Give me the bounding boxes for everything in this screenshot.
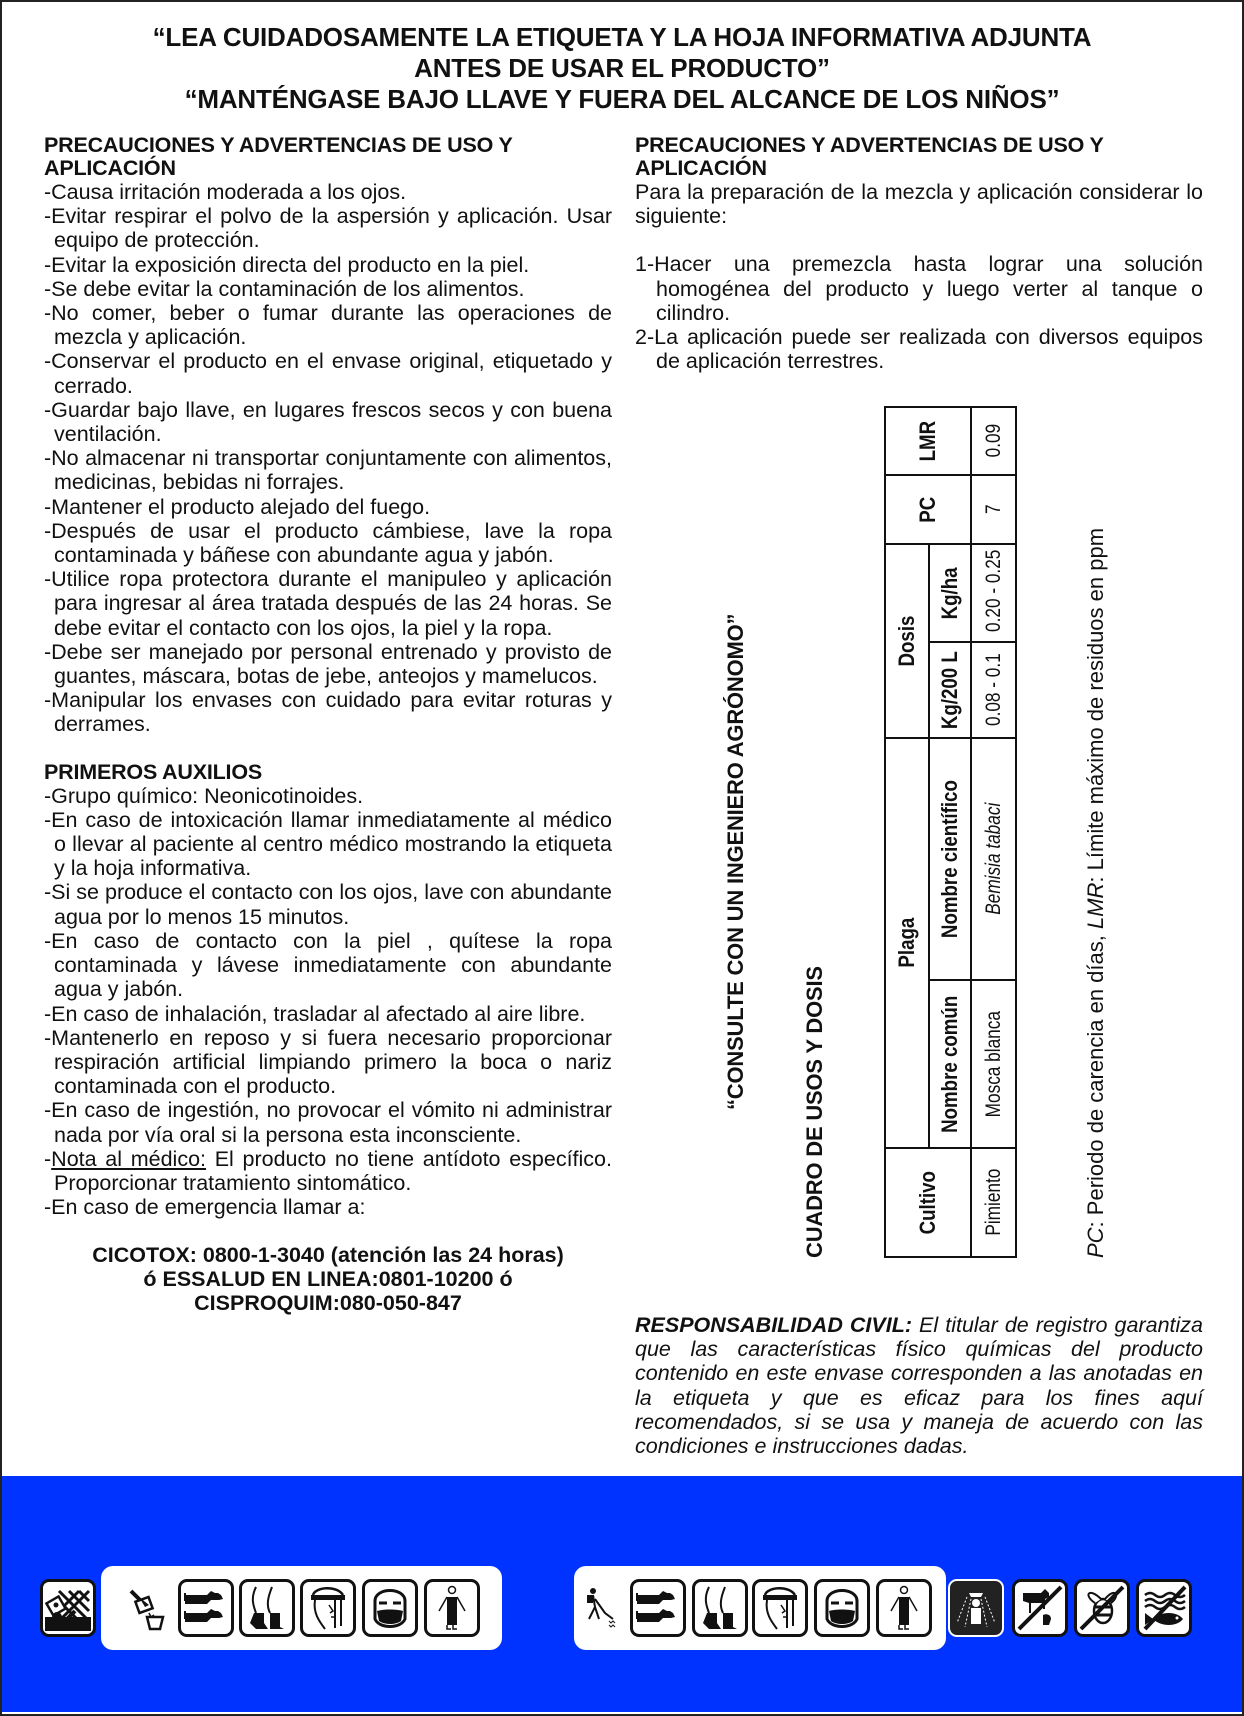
civil-label: RESPONSABILIDAD CIVIL: [635,1313,913,1337]
header-line-3: “MANTÉNGASE BAJO LLAVE Y FUERA DEL ALCANCE DE LOS NIÑOS” [184,84,1060,114]
cell-lmr: 0.09 [971,407,1016,475]
dangerous-to-bees-icon [1074,1579,1130,1637]
pictogram-band [2,1476,1242,1712]
emergency-numbers [44,1243,612,1315]
table-legend: PC: Periodo de carencia en días, LMR: Límite máximo de residuos en ppm [1083,527,1108,1258]
subheader-nombre-cientifico: Nombre científico [929,738,971,980]
emergency-line-2: ó ESSALUD EN LINEA:0801-10200 ó [143,1267,513,1292]
wash-after-use-icon [948,1579,1004,1637]
first-aid-item: -En caso de inhalación, trasladar al afectado al aire libre. [44,1001,586,1026]
precaution-item: -Mantener el producto alejado del fuego. [44,494,431,519]
header-pc: PC [885,475,971,544]
precaution-item: -Causa irritación moderada a los ojos. [44,180,407,204]
header-dosis: Dosis [885,544,929,738]
right-column [635,134,1203,373]
wear-apron-icon [424,1579,480,1637]
precaution-item: -Después de usar el producto cámbiese, lave la ropa contaminada y báñese con abundante agua y jabón. [44,518,612,568]
header-plaga: Plaga [885,738,929,1148]
subheader-nombre-comun: Nombre común [929,980,971,1148]
precaution-item: -No comer, beber o fumar durante las operaciones de mezcla y aplicación. [44,301,612,350]
application-step: 1-Hacer una premezcla hasta lograr una solución homogénea del producto y luego verter al tanque o cilindro. [635,252,1203,325]
header-line-2: ANTES DE USAR EL PRODUCTO” [414,53,830,83]
application-sprayer-icon [574,1579,630,1637]
wear-gloves-icon [630,1579,686,1637]
precaution-item: -Se debe evitar la contaminación de los alimentos. [44,276,525,301]
usage-table-title: CUADRO DE USOS Y DOSIS [802,966,827,1258]
dangerous-to-fish-icon [1136,1579,1192,1637]
wear-gloves-icon [178,1579,234,1637]
wear-boots-icon [692,1579,748,1637]
wear-boots-icon [239,1579,295,1637]
consult-agronomist-note: “CONSULTE CON UN INGENIERO AGRÓNOMO” [723,613,748,1110]
first-aid-title: PRIMEROS AUXILIOS [44,759,262,784]
wear-apron-icon [876,1579,932,1637]
cell-nombre-cientifico: Bemisia tabaci [971,738,1016,980]
note-label: Nota al médico: [51,1146,206,1171]
wear-face-shield-icon [752,1579,808,1637]
precaution-item: -Conservar el producto en el envase original, etiquetado y cerrado. [44,349,612,398]
first-aid-list [44,784,612,1147]
note-to-doctor: -Nota al médico: El producto no tiene antídoto específico. Proporcionar tratamiento sintomático. [44,1146,612,1195]
header-lmr: LMR [885,407,971,475]
header-cultivo: Cultivo [885,1148,971,1257]
cell-kg-200l: 0.08 - 0.1 [971,642,1016,738]
wear-face-shield-icon [300,1579,356,1637]
dangerous-to-livestock-icon [1012,1579,1068,1637]
first-aid-item: -En caso de ingestión, no provocar el vómito ni administrar nada por vía oral si la persona esta inconsciente. [44,1098,612,1147]
application-steps [635,252,1203,373]
precaution-item: -Evitar la exposición directa del producto en la piel. [44,252,530,277]
precaution-item: -Manipular los envases con cuidado para evitar roturas y derrames. [44,688,612,737]
emergency-intro: -En caso de emergencia llamar a: [44,1195,366,1220]
left-column [44,134,612,1315]
application-step: 2-La aplicación puede ser realizada con diversos equipos de aplicación terrestres. [635,325,1203,374]
subheader-kg-ha: Kg/ha [929,544,971,642]
first-aid-item: -Si se produce el contacto con los ojos, lave con abundante agua por lo menos 15 minutos. [44,880,612,929]
precaution-item: -No almacenar ni transportar conjuntamente con alimentos, medicinas, bebidas ni forrajes. [44,446,612,495]
first-aid-item: -En caso de contacto con la piel , quítese la ropa contaminada y lávese inmediatamente con abundante agua y jabón. [44,928,612,1002]
header-line-1: “LEA CUIDADOSAMENTE LA ETIQUETA Y LA HOJA INFORMATIVA ADJUNTA [152,22,1092,52]
keep-locked-away-from-children-icon [40,1579,96,1637]
civil-text: El titular de registro garantiza que las características físico químicas del producto contenido en este envase corresponden a las anotadas en la etiqueta y que es eficaz para los fines aquí recomendados, si se usa y maneja de acuerdo con las condiciones e instrucciones dadas. [635,1313,1203,1459]
emergency-line-1: CICOTOX: 0800-1-3040 (atención las 24 horas) [92,1243,564,1268]
application-intro: Para la preparación de la mezcla y aplicación considerar lo siguiente: [635,180,1203,229]
mixing-powder-icon [118,1579,174,1637]
precautions-title: PRECAUCIONES Y ADVERTENCIAS DE USO Y APLICACIÓN [44,133,513,180]
precaution-item: -Utilice ropa protectora durante el manipuleo y aplicación para ingresar al área tratada después de las 24 horas. Se debe evitar el contacto con los ojos, la piel y la ropa. [44,567,612,640]
precaution-item: -Evitar respirar el polvo de la aspersión y aplicación. Usar equipo de protección. [44,204,612,253]
wear-mask-icon [362,1579,418,1637]
precaution-item: -Debe ser manejado por personal entrenado y provisto de guantes, máscara, botas de jebe, anteojos y mamelucos. [44,639,612,689]
cell-nombre-comun: Mosca blanca [971,980,1016,1148]
usage-dosage-table [884,408,1015,1258]
cell-kg-ha: 0.20 - 0.25 [971,544,1016,642]
cell-cultivo: Pimiento [971,1148,1016,1257]
first-aid-item: -Mantenerlo en reposo y si fuera necesario proporcionar respiración artificial limpiando primero la boca o nariz contaminada con el producto. [44,1025,612,1099]
emergency-line-3: CISPROQUIM:080-050-847 [194,1291,462,1316]
cell-pc: 7 [971,475,1016,544]
label-header [0,22,1244,115]
precautions-list [44,180,612,737]
wear-mask-icon [814,1579,870,1637]
precaution-item: -Guardar bajo llave, en lugares frescos secos y con buena ventilación. [44,397,612,447]
application-title: PRECAUCIONES Y ADVERTENCIAS DE USO Y APLICACIÓN [635,133,1104,180]
first-aid-item: -En caso de intoxicación llamar inmediatamente al médico o llevar al paciente al centro médico mostrando la etiqueta y la hoja informativa. [44,807,612,881]
table-row [971,407,1016,1257]
subheader-kg-200l: Kg/200 L [929,642,971,738]
civil-responsibility [635,1313,1203,1458]
first-aid-item: -Grupo químico: Neonicotinoides. [44,783,364,808]
